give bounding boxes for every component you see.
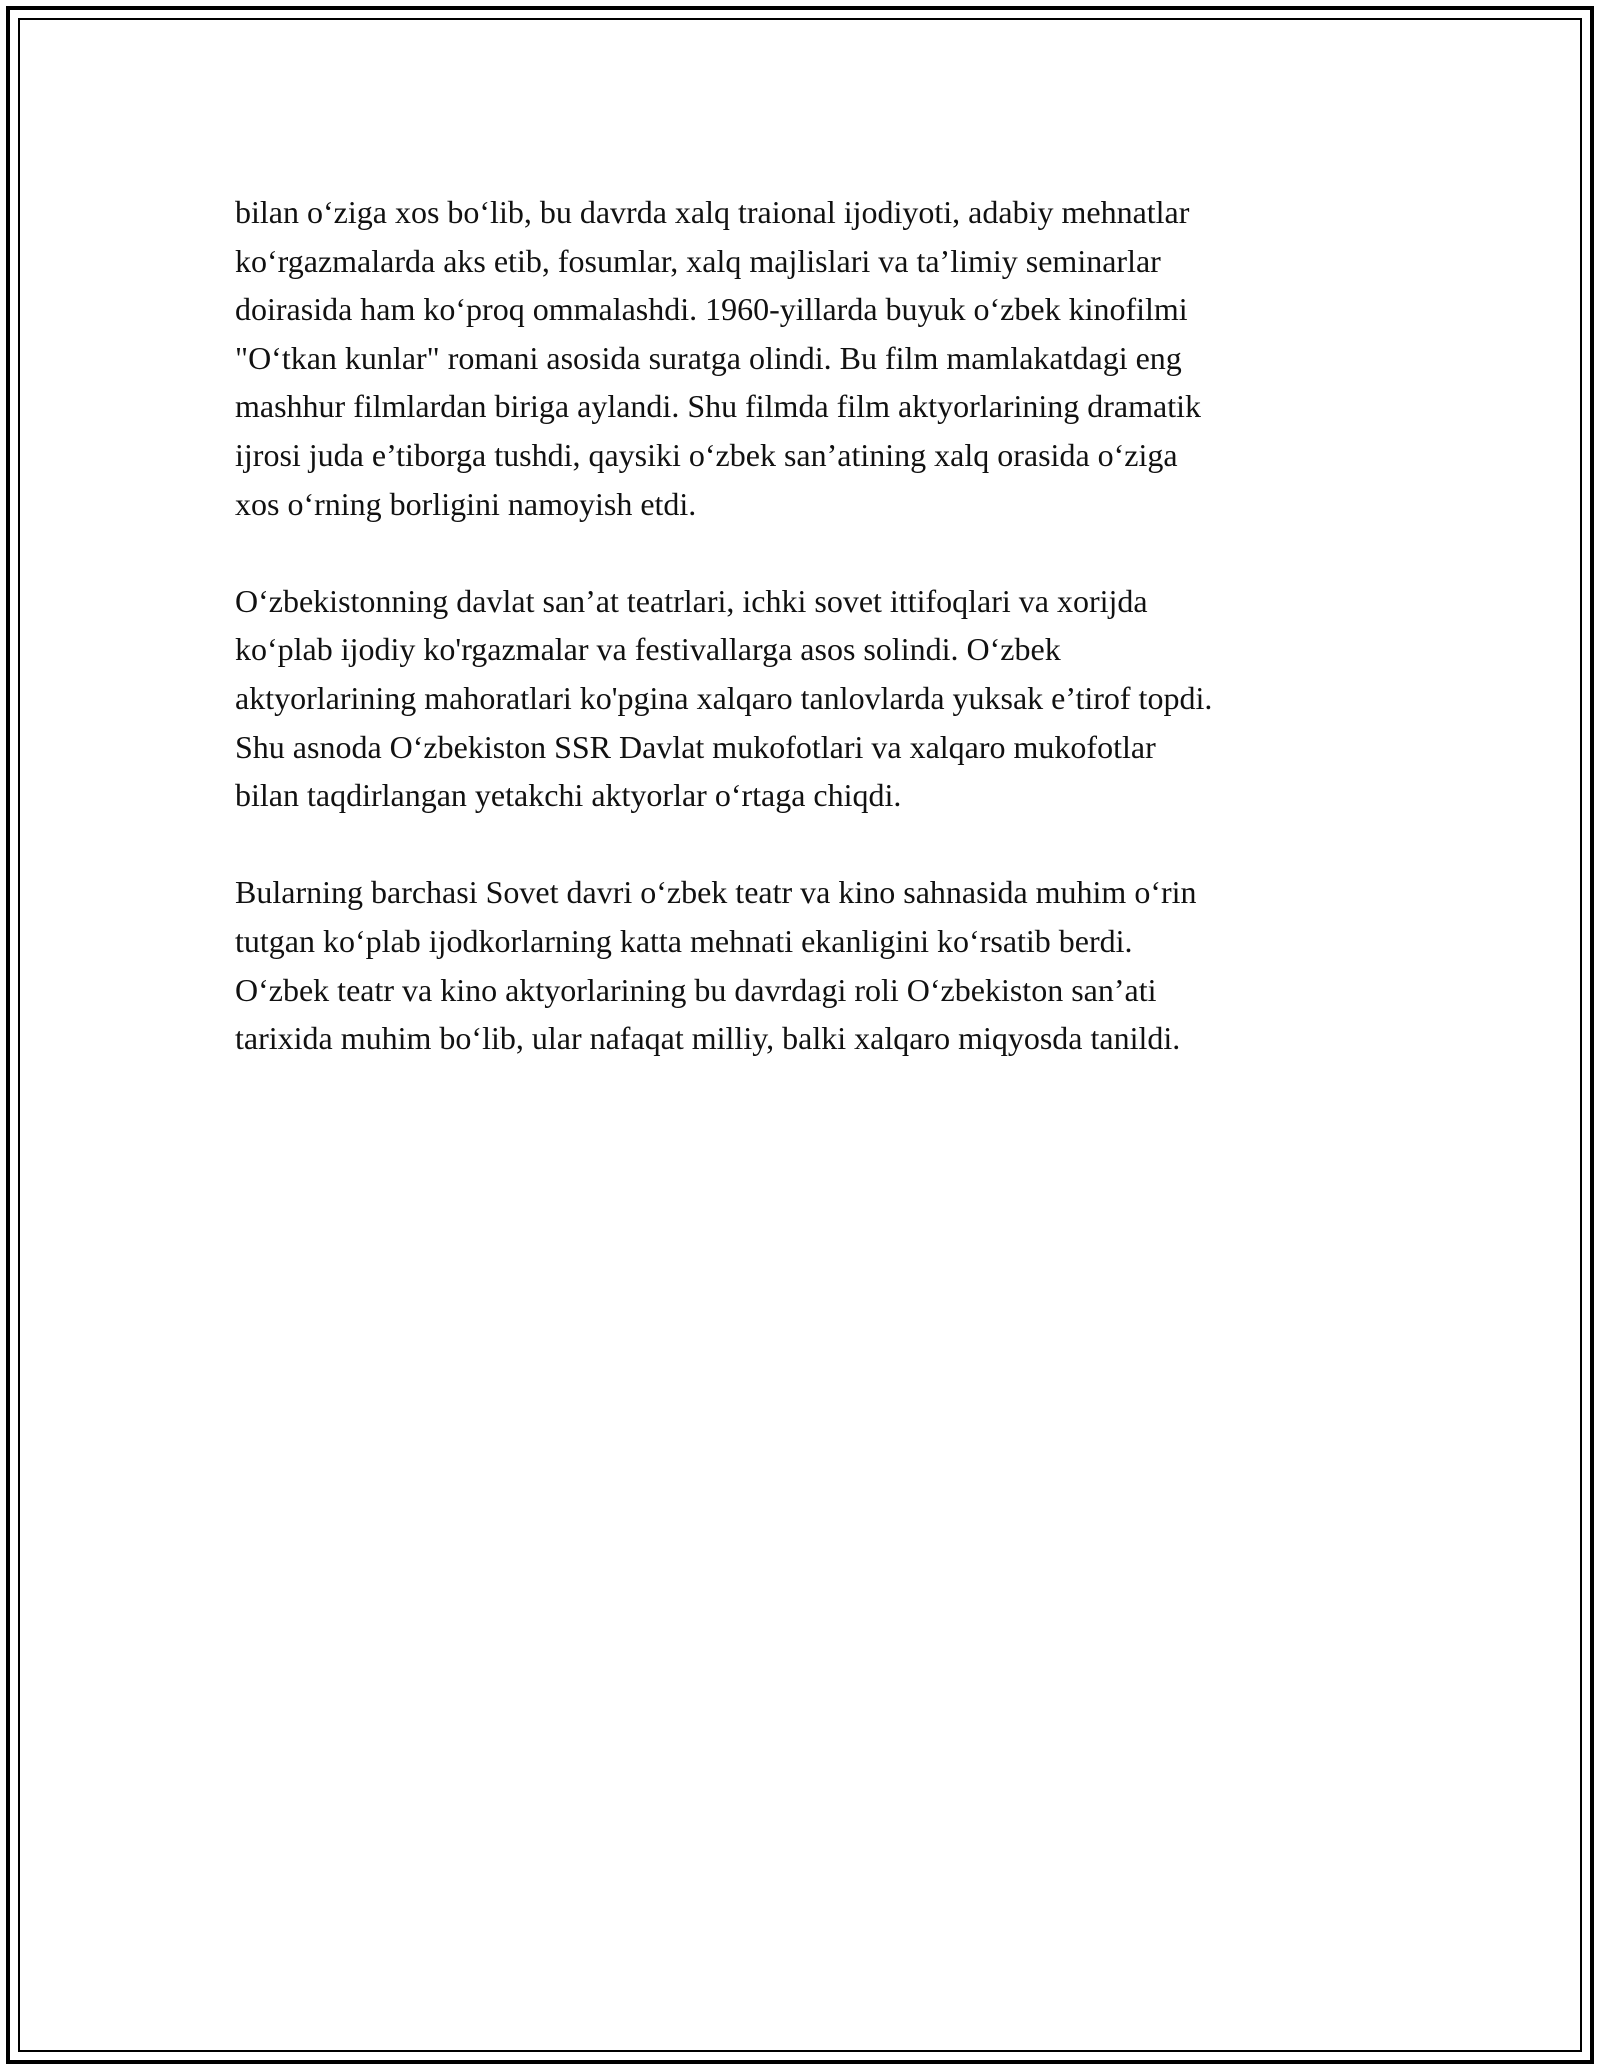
text-line: O‘zbek teatr va kino aktyorlarining bu davrdagi roli O‘zbekiston san’ati <box>235 971 1157 1008</box>
text-line: tutgan ko‘plab ijodkorlarning katta mehnati ekanligini ko‘rsatib berdi. <box>235 922 1133 959</box>
paragraph-3 <box>235 868 1395 1062</box>
text-line: ijrosi juda e’tiborga tushdi, qaysiki o‘zbek san’atining xalq orasida o‘ziga <box>235 436 1178 473</box>
text-line: doirasida ham ko‘proq ommalashdi. 1960-yillarda buyuk o‘zbek kinofilmi <box>235 291 1188 328</box>
text-line: "O‘tkan kunlar" romani asosida suratga olindi. Bu film mamlakatdagi eng <box>235 339 1182 376</box>
text-line: mashhur filmlardan biriga aylandi. Shu filmda film aktyorlarining dramatik <box>235 388 1201 425</box>
text-line: ko‘plab ijodiy ko'rgazmalar va festivallarga asos solindi. O‘zbek <box>235 631 1061 668</box>
text-line: bilan o‘ziga xos bo‘lib, bu davrda xalq traional ijodiyoti, adabiy mehnatlar <box>235 194 1190 230</box>
text-line: aktyorlarining mahoratlari ko'pgina xalqaro tanlovlarda yuksak e’tirof topdi. <box>235 679 1213 716</box>
text-line: ko‘rgazmalarda aks etib, fosumlar, xalq majlislari va ta’limiy seminarlar <box>235 242 1161 279</box>
text-line: Shu asnoda O‘zbekiston SSR Davlat mukofotlari va xalqaro mukofotlar <box>235 728 1156 765</box>
document-body <box>235 188 1395 1111</box>
paragraph-2 <box>235 577 1395 820</box>
text-line: O‘zbekistonning davlat san’at teatrlari, ichki sovet ittifoqlari va xorijda <box>235 582 1148 619</box>
text-line: xos o‘rning borligini namoyish etdi. <box>235 485 697 522</box>
text-line: tarixida muhim bo‘lib, ular nafaqat milliy, balki xalqaro miqyosda tanildi. <box>235 1020 1181 1057</box>
text-line: Bularning barchasi Sovet davri o‘zbek teatr va kino sahnasida muhim o‘rin <box>235 874 1197 911</box>
text-line: bilan taqdirlangan yetakchi aktyorlar o‘rtaga chiqdi. <box>235 777 902 814</box>
paragraph-1 <box>235 188 1395 528</box>
